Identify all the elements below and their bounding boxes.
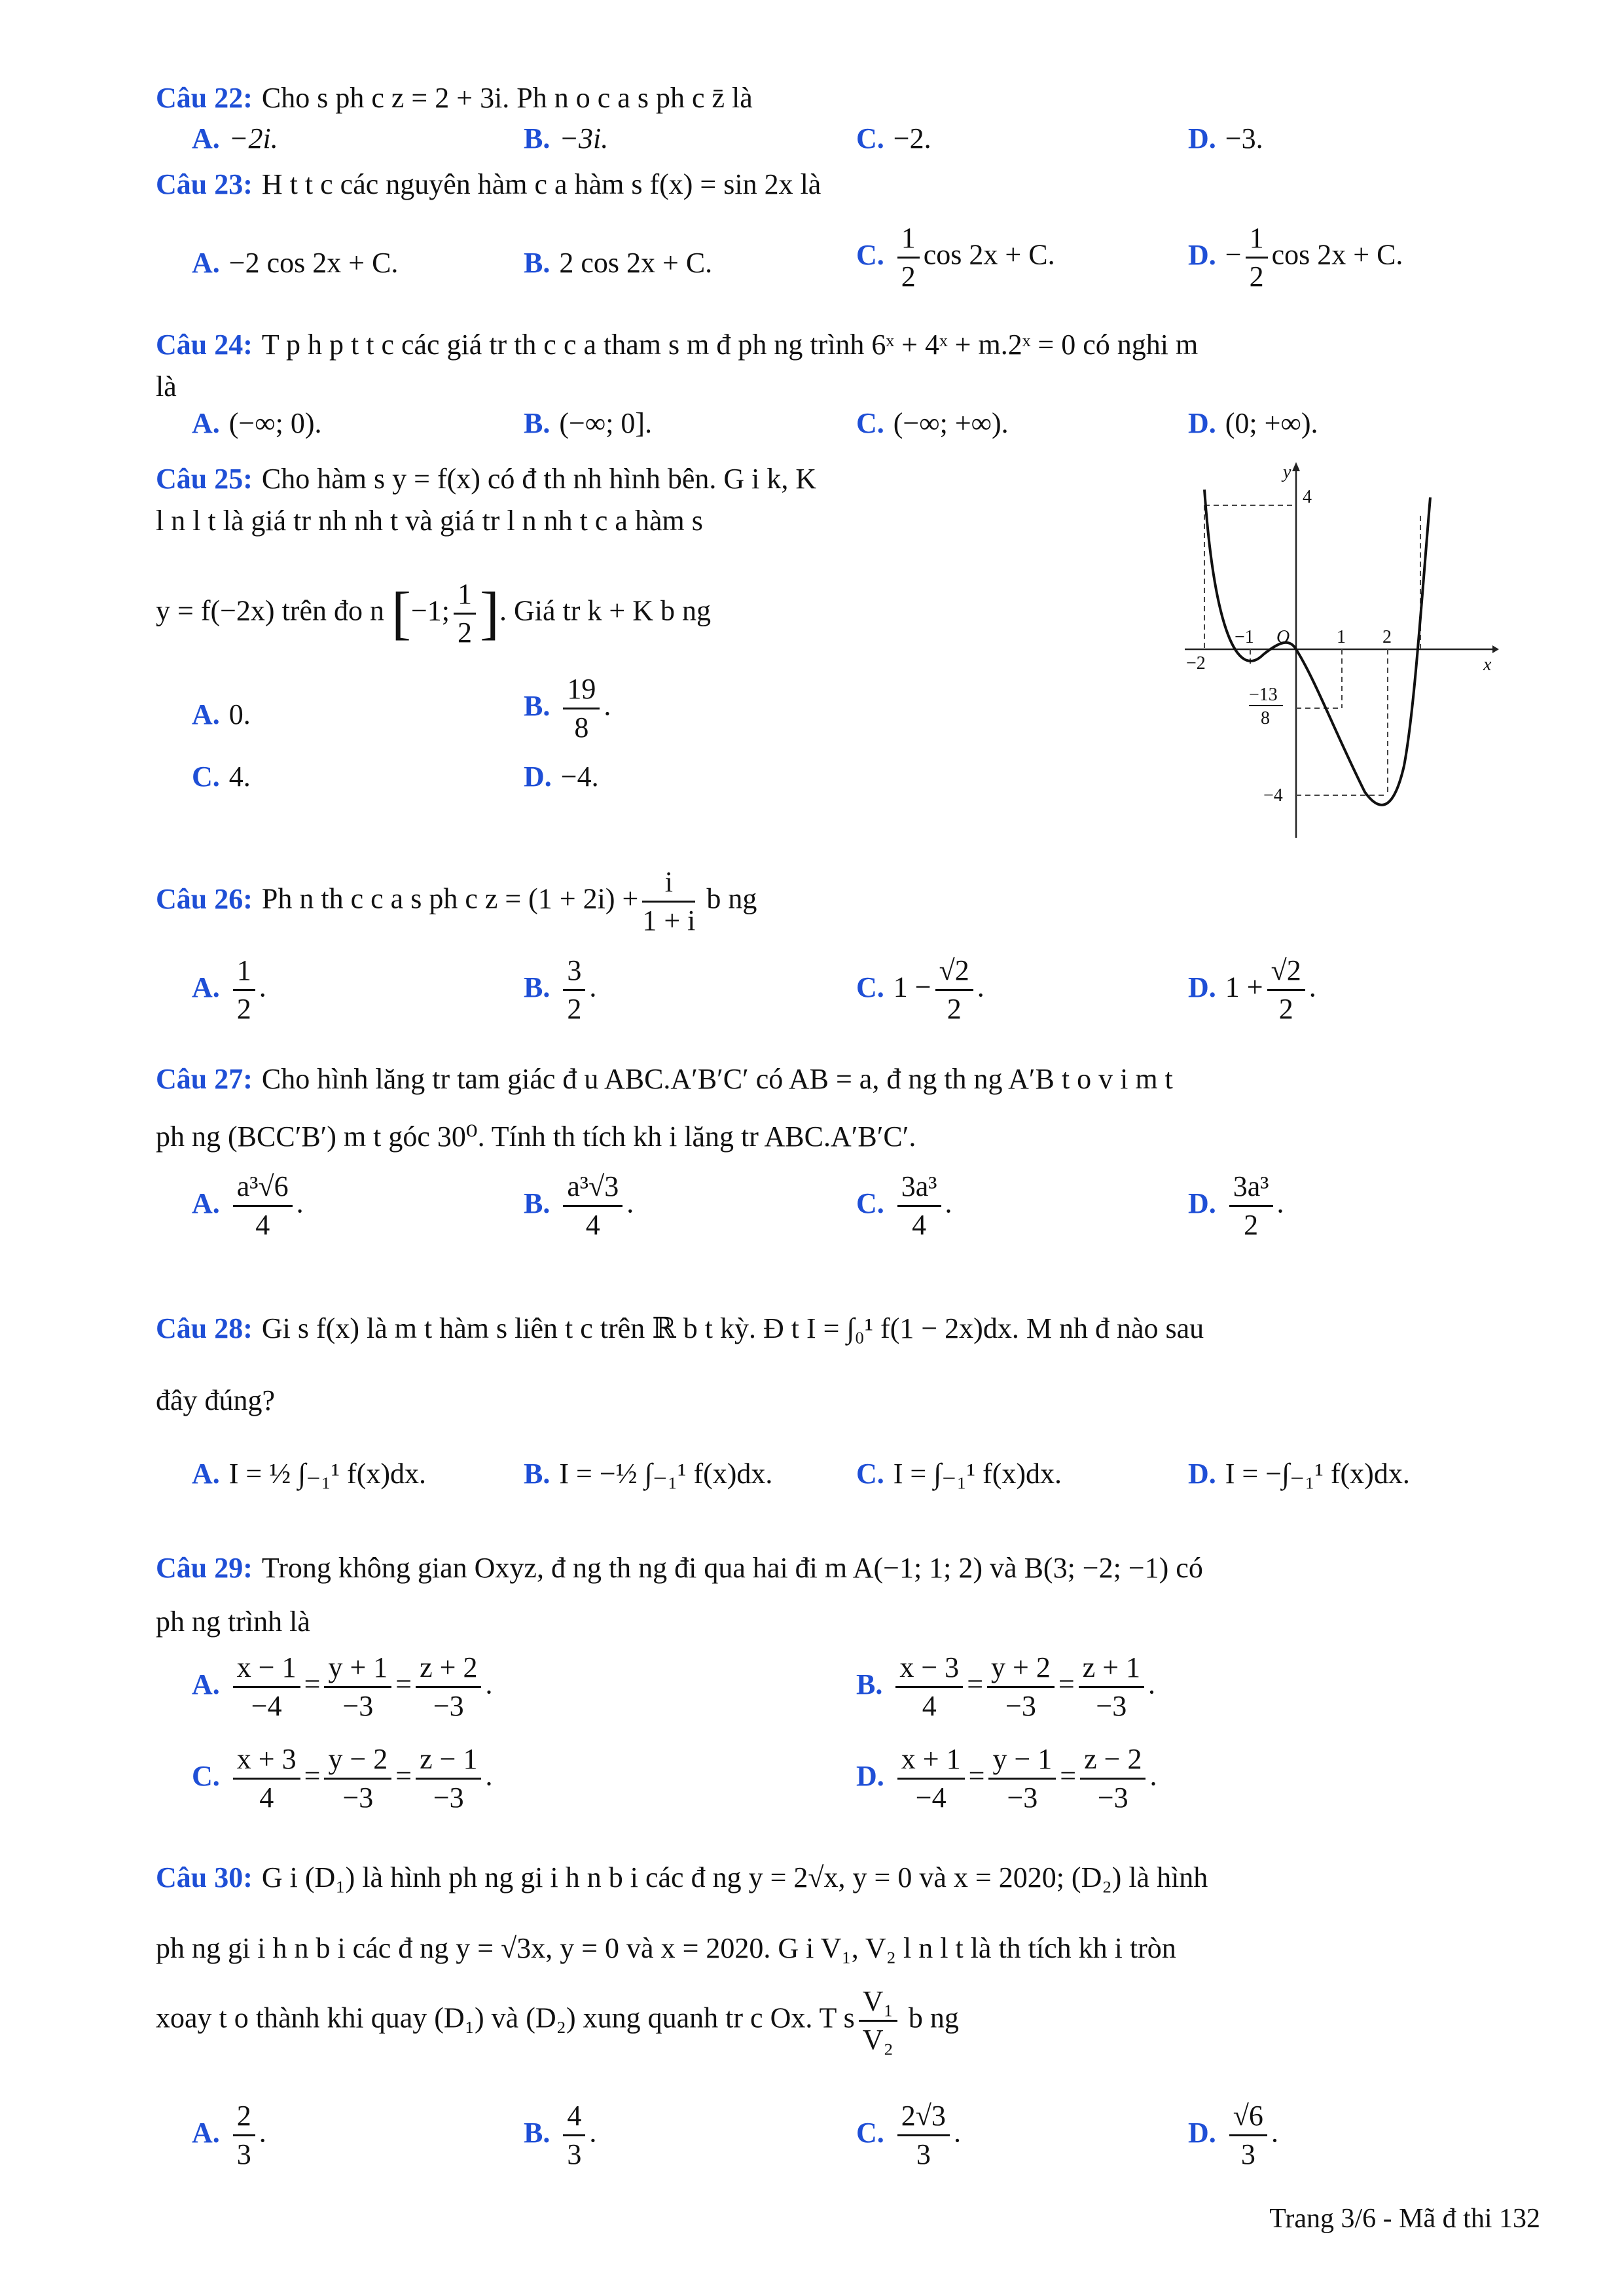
option-text: . <box>589 971 597 1003</box>
option-text: −3i. <box>559 122 609 154</box>
option-text: (0; +∞). <box>1225 407 1318 439</box>
option-text: 0. <box>228 698 251 730</box>
option-b[interactable] <box>524 2098 596 2173</box>
option-letter: C. <box>856 238 884 271</box>
option-letter: A. <box>192 1187 220 1219</box>
option-prefix: − <box>1225 238 1242 271</box>
option-text: cos 2x + C. <box>923 238 1055 271</box>
option-text: . <box>589 2116 597 2149</box>
option-a[interactable] <box>192 1168 304 1244</box>
option-letter: C. <box>856 1187 884 1219</box>
interval-left: −1; <box>410 594 450 627</box>
fraction: $\frac{\text{a³√6}}{4}$ <box>233 1168 293 1244</box>
question-text: Ph n th c c a s ph c z = (1 + 2i) + <box>261 882 639 915</box>
option-text: −2i. <box>228 122 278 154</box>
option-a[interactable] <box>192 694 251 736</box>
question-header: Câu 30: <box>156 1861 253 1893</box>
option-letter: B. <box>524 1187 550 1219</box>
option-c[interactable] <box>856 220 1055 295</box>
fraction: $\frac{\text{V₁}}{\text{V₂}}$ <box>859 1983 897 2058</box>
question-text: y = f(−2x) trên đo n <box>156 594 384 627</box>
option-d[interactable] <box>1188 952 1316 1028</box>
option-letter: A. <box>192 698 220 730</box>
option-text: . <box>977 971 984 1003</box>
question-text-line-2: ph ng trình là <box>156 1605 310 1638</box>
option-text: −4. <box>560 761 599 793</box>
option-letter: B. <box>524 689 550 722</box>
bracket-left: [ <box>391 581 411 646</box>
x-label: x <box>1483 655 1492 675</box>
option-a[interactable] <box>192 1453 426 1495</box>
question-text: Trong không gian Oxyz, đ ng th ng đi qua hai đi m A(−1; 1; 2) và B(3; −2; −1) có <box>261 1552 1203 1584</box>
option-letter: D. <box>1188 2116 1216 2149</box>
question-text-line-2: ph ng (BCC′B′) m t góc 30⁰. Tính th tích kh i lăng tr ABC.A′B′C′. <box>156 1121 916 1153</box>
option-text: . <box>604 689 611 722</box>
option-d[interactable]: D. $\frac{x + 1}{-4}$ = $\frac{y - 1}{-3}$ = $\frac{z - 2}{-3}$ . <box>856 1741 1157 1816</box>
bracket-right: ] <box>480 581 500 646</box>
question-text: T p h p t t c các giá tr th c c a tham s m đ ph ng trình 6ˣ + 4ˣ + m.2ˣ = 0 có nghi m <box>261 329 1199 361</box>
option-text: (−∞; +∞). <box>893 407 1009 439</box>
question-24 <box>156 324 1557 408</box>
fraction: $\frac{19}{8}$ <box>563 671 600 746</box>
option-b[interactable] <box>524 952 596 1028</box>
option-b[interactable] <box>524 403 652 444</box>
question-26 <box>156 864 1557 939</box>
option-b[interactable] <box>524 1453 772 1495</box>
option-prefix: 1 − <box>893 971 931 1003</box>
option-letter: C. <box>856 2116 884 2149</box>
tick-x-2: 2 <box>1382 627 1392 647</box>
option-b[interactable] <box>524 118 608 160</box>
question-text: H t t c các nguyên hàm c a hàm s f(x) = sin 2x là <box>261 168 821 200</box>
question-text: Gi s f(x) là m t hàm s liên t c trên ℝ b t kỳ. Đ t I = ∫₀¹ f(1 − 2x)dx. M nh đ nào sau <box>261 1312 1204 1344</box>
option-text: 2 cos 2x + C. <box>559 247 713 279</box>
tick-y-4: 4 <box>1303 487 1312 507</box>
option-text: −2. <box>893 122 931 154</box>
option-text: −2 cos 2x + C. <box>228 247 399 279</box>
option-letter: C. <box>856 971 884 1003</box>
question-text-line-2: là <box>156 370 177 403</box>
fraction: $\frac{2√3}{3}$ <box>897 2098 950 2173</box>
option-text: . <box>1271 2116 1278 2149</box>
question-30-line-3 <box>156 1983 1557 2058</box>
option-text: 4. <box>228 761 251 793</box>
option-d[interactable] <box>1188 1453 1410 1495</box>
fraction: $\frac{i}{1 + i}$ <box>642 864 695 939</box>
fraction: $\frac{√6}{3}$ <box>1229 2098 1267 2173</box>
option-letter: D. <box>856 1759 884 1792</box>
option-letter: B. <box>524 122 550 154</box>
question-text: . Giá tr k + K b ng <box>499 594 712 627</box>
option-letter: D. <box>524 761 552 793</box>
fraction: $\frac{√2}{2}$ <box>1267 952 1305 1028</box>
tick-x-1: 1 <box>1337 627 1346 647</box>
option-letter: D. <box>1188 238 1216 271</box>
question-text-line-2: ph ng gi i h n b i các đ ng y = √3x, y = 0 và x = 2020. G i V₁, V₂ l n l t là th tích kh i tròn <box>156 1932 1176 1964</box>
question-text: xoay t o thành khi quay (D₁) và (D₂) xung quanh tr c Ox. T s <box>156 2001 855 2034</box>
option-c[interactable] <box>192 756 251 798</box>
option-prefix: 1 + <box>1225 971 1263 1003</box>
question-25-line-3 <box>156 576 1151 651</box>
option-letter: D. <box>1188 1458 1216 1490</box>
question-text: Cho s ph c z = 2 + 3i. Ph n o c a s ph c z̄ là <box>261 82 753 114</box>
fraction: $\frac{\text{3a³}}{4}$ <box>897 1168 941 1244</box>
y-label: y <box>1283 462 1291 482</box>
option-letter: C. <box>856 1458 884 1490</box>
fraction: $\frac{1}{2}$ <box>1246 220 1268 295</box>
option-text: . <box>259 2116 266 2149</box>
option-letter: B. <box>524 1458 550 1490</box>
option-d[interactable] <box>524 756 599 798</box>
fraction: $\frac{√2}{2}$ <box>935 952 973 1028</box>
question-header: Câu 25: <box>156 463 253 495</box>
question-25 <box>156 458 1151 542</box>
tick-x-neg1: −1 <box>1235 627 1254 647</box>
option-text: cos 2x + C. <box>1271 238 1403 271</box>
tick-y-8: 8 <box>1261 708 1270 728</box>
question-29 <box>156 1541 1557 1649</box>
option-text: . <box>626 1187 634 1219</box>
fraction: $\frac{\text{3a³}}{2}$ <box>1229 1168 1273 1244</box>
option-text: I = −∫₋₁¹ f(x)dx. <box>1225 1458 1410 1490</box>
x-axis-arrow <box>1492 645 1499 653</box>
option-letter: D. <box>1188 1187 1216 1219</box>
option-letter: A. <box>192 407 220 439</box>
option-letter: C. <box>856 407 884 439</box>
option-c[interactable] <box>856 2098 961 2173</box>
question-header: Câu 28: <box>156 1312 253 1344</box>
option-a[interactable] <box>192 403 322 444</box>
option-letter: C. <box>856 122 884 154</box>
question-text: G i (D₁) là hình ph ng gi i h n b i các đ ng y = 2√x, y = 0 và x = 2020; (D₂) là hình <box>261 1861 1208 1893</box>
option-a[interactable] <box>192 118 278 160</box>
option-c[interactable]: C. $\frac{x + 3}{4}$ = $\frac{y - 2}{-3}$ = $\frac{z - 1}{-3}$ . <box>192 1741 492 1816</box>
tick-x-neg2: −2 <box>1186 653 1206 673</box>
question-27 <box>156 1050 1557 1166</box>
tick-y-neg13: −13 <box>1249 685 1278 705</box>
option-d[interactable] <box>1188 220 1403 295</box>
question-header: Câu 29: <box>156 1552 253 1584</box>
option-letter: D. <box>1188 971 1216 1003</box>
question-text-after: b ng <box>706 882 757 915</box>
origin-label: O <box>1276 627 1290 647</box>
option-text: (−∞; 0]. <box>559 407 653 439</box>
option-b[interactable] <box>524 242 712 284</box>
option-c[interactable] <box>856 952 984 1028</box>
option-text: I = ∫₋₁¹ f(x)dx. <box>893 1458 1062 1490</box>
option-text: (−∞; 0). <box>228 407 322 439</box>
question-header: Câu 22: <box>156 82 253 114</box>
question-30 <box>156 1842 1557 1984</box>
option-letter: A. <box>192 122 220 154</box>
option-b[interactable]: B. $\frac{x - 3}{4}$ = $\frac{y + 2}{-3}$ = $\frac{z + 1}{-3}$ . <box>856 1649 1155 1725</box>
option-letter: B. <box>524 247 550 279</box>
option-a[interactable] <box>192 952 266 1028</box>
fraction: $\frac{2}{3}$ <box>233 2098 255 2173</box>
question-header: Câu 24: <box>156 329 253 361</box>
option-c[interactable] <box>856 118 931 160</box>
option-letter: B. <box>524 971 550 1003</box>
option-a[interactable]: A. $\frac{x - 1}{-4}$ = $\frac{y + 1}{-3}$ = $\frac{z + 2}{-3}$ . <box>192 1649 492 1725</box>
fraction: $\frac{\text{a³√3}}{4}$ <box>563 1168 623 1244</box>
option-b[interactable] <box>524 1168 634 1244</box>
option-a[interactable] <box>192 2098 266 2173</box>
page-footer: Trang 3/6 - Mã đ thi 132 <box>1269 2204 1540 2234</box>
question-text: Cho hàm s y = f(x) có đ th nh hình bên. G i k, K <box>261 463 817 495</box>
option-letter: A. <box>192 971 220 1003</box>
option-b[interactable] <box>524 671 611 746</box>
option-letter: A. <box>192 1458 220 1490</box>
option-d[interactable] <box>1188 403 1318 444</box>
option-text: I = ½ ∫₋₁¹ f(x)dx. <box>228 1458 427 1490</box>
function-graph <box>1185 458 1499 838</box>
question-text: Cho hình lăng tr tam giác đ u ABC.A′B′C′ có AB = a, đ ng th ng A′B t o v i m t <box>261 1063 1173 1095</box>
option-letter: A. <box>192 2116 220 2149</box>
fraction: $\frac{1}{2}$ <box>454 576 476 651</box>
option-d[interactable] <box>1188 1168 1284 1244</box>
option-c[interactable] <box>856 1168 952 1244</box>
option-letter: A. <box>192 1668 220 1700</box>
tick-y-neg4: −4 <box>1263 785 1283 806</box>
option-text: . <box>1276 1187 1284 1219</box>
option-text: . <box>945 1187 952 1219</box>
question-text-line-2: l n l t là giá tr nh nh t và giá tr l n nh t c a hàm s <box>156 505 703 537</box>
option-text: . <box>1308 971 1316 1003</box>
option-text: −3. <box>1225 122 1263 154</box>
option-d[interactable] <box>1188 118 1263 160</box>
fraction: $\frac{4}{3}$ <box>563 2098 585 2173</box>
option-letter: C. <box>192 761 220 793</box>
question-text-after: b ng <box>908 2001 959 2034</box>
fraction: $\frac{1}{2}$ <box>897 220 920 295</box>
option-d[interactable] <box>1188 2098 1278 2173</box>
option-letter: B. <box>524 407 550 439</box>
question-22 <box>156 77 1557 119</box>
option-c[interactable] <box>856 1453 1062 1495</box>
fraction: $\frac{1}{2}$ <box>233 952 255 1028</box>
option-letter: B. <box>856 1668 883 1700</box>
option-letter: B. <box>524 2116 550 2149</box>
option-text: . <box>296 1187 304 1219</box>
option-letter: A. <box>192 247 220 279</box>
option-text: . <box>953 2116 961 2149</box>
question-header: Câu 27: <box>156 1063 253 1095</box>
question-header: Câu 23: <box>156 168 253 200</box>
question-23 <box>156 164 1557 206</box>
option-text: . <box>259 971 266 1003</box>
option-letter: C. <box>192 1759 220 1792</box>
option-c[interactable] <box>856 403 1009 444</box>
option-letter: D. <box>1188 407 1216 439</box>
question-28 <box>156 1293 1557 1437</box>
option-text: I = −½ ∫₋₁¹ f(x)dx. <box>559 1458 773 1490</box>
option-letter: D. <box>1188 122 1216 154</box>
y-axis-arrow <box>1292 462 1300 471</box>
question-text-line-2: đây đúng? <box>156 1384 276 1416</box>
question-header: Câu 26: <box>156 882 253 915</box>
option-a[interactable] <box>192 242 398 284</box>
fraction: $\frac{3}{2}$ <box>563 952 585 1028</box>
